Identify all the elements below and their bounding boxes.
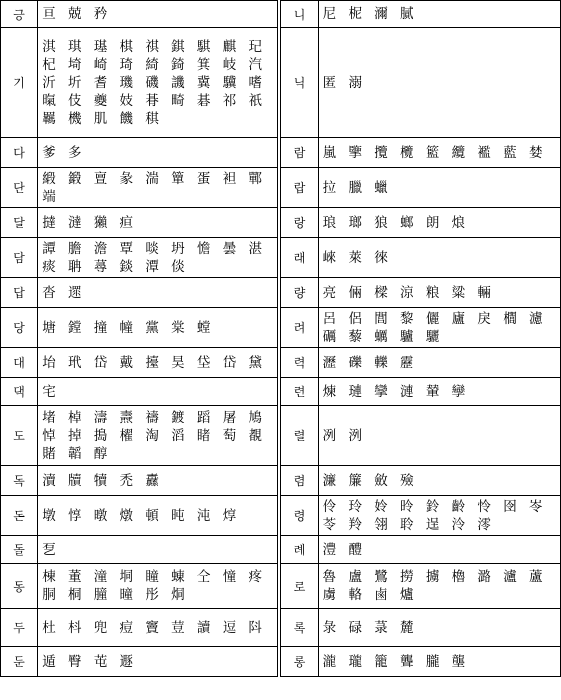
hanja-cell: 緞 鍛 亶 彖 湍 簞 蛋 袒 鄲 端	[38, 168, 278, 208]
hanja-cell: 沓 遝	[38, 278, 278, 308]
syllable-cell: 달	[1, 208, 38, 238]
table-body	[1, 1, 561, 677]
hanja-cell: 拉 臘 蠟	[318, 168, 560, 208]
syllable-cell: 다	[1, 138, 38, 168]
hanja-cell: 濂 簾 斂 殮	[318, 466, 560, 496]
hanja-cell: 塘 鏜 撞 幢 黨 棠 螳	[38, 308, 278, 348]
hanja-cell: 瀧 瓏 籠 聾 朧 壟	[318, 647, 560, 677]
table-row	[1, 278, 561, 308]
hanja-cell: 譚 膽 澹 覃 啖 坍 憺 曇 湛 痰 聃 蕁 錟 潭 倓	[38, 238, 278, 278]
syllable-cell: 기	[1, 28, 38, 138]
syllable-cell: 련	[281, 378, 318, 406]
hanja-cell: 亘 兢 矜	[38, 1, 278, 28]
table-row	[1, 496, 561, 536]
syllable-cell: 답	[1, 278, 38, 308]
hanja-cell: 伶 玲 姈 昤 鈴 齡 怜 囹 岺 苓 羚 翎 聆 逞 泠 澪	[318, 496, 560, 536]
hanja-cell: 澧 醴	[318, 536, 560, 564]
syllable-cell: 돈	[1, 496, 38, 536]
hanja-cell: 坮 玳 岱 戴 擡 昊 垈 岱 黛	[38, 348, 278, 378]
table-row	[1, 348, 561, 378]
syllable-cell: 록	[281, 609, 318, 647]
table-row	[1, 536, 561, 564]
hanja-cell: 嵐 擥 攬 欖 籃 纜 襤 藍 婪	[318, 138, 560, 168]
syllable-cell: 니	[281, 1, 318, 28]
table-row	[1, 564, 561, 609]
hanja-cell: 彔 碌 菉 麓	[318, 609, 560, 647]
syllable-cell: 단	[1, 168, 38, 208]
syllable-cell: 례	[281, 536, 318, 564]
hanja-cell: 崍 萊 徠	[318, 238, 560, 278]
syllable-cell: 로	[281, 564, 318, 609]
table-row	[1, 378, 561, 406]
hanja-cell: 魯 盧 鷺 撈 擄 櫓 潞 瀘 蘆 虜 輅 鹵 爐	[318, 564, 560, 609]
table-row	[1, 1, 561, 28]
syllable-cell: 랍	[281, 168, 318, 208]
syllable-cell: 닉	[281, 28, 318, 138]
hanja-cell: 杜 枓 兜 痘 竇 荳 讀 逗 阧	[38, 609, 278, 647]
table-row	[1, 406, 561, 466]
hanja-cell: 棟 董 潼 垌 瞳 蝀 仝 憧 疼 胴 桐 朣 曈 彤 烔	[38, 564, 278, 609]
hanja-cell: 爹 多	[38, 138, 278, 168]
hanja-cell: 亮 倆 樑 涼 粮 粱 輛	[318, 278, 560, 308]
syllable-cell: 긍	[1, 1, 38, 28]
table-row	[1, 609, 561, 647]
syllable-cell: 독	[1, 466, 38, 496]
hanja-cell: 撻 澾 獺 疸	[38, 208, 278, 238]
table-row	[1, 138, 561, 168]
syllable-cell: 령	[281, 496, 318, 536]
syllable-cell: 랑	[281, 208, 318, 238]
syllable-cell: 래	[281, 238, 318, 278]
syllable-cell: 댁	[1, 378, 38, 406]
table-row	[1, 308, 561, 348]
hanja-cell: 宅	[38, 378, 278, 406]
table-row	[1, 238, 561, 278]
syllable-cell: 람	[281, 138, 318, 168]
table-row	[1, 208, 561, 238]
syllable-cell: 도	[1, 406, 38, 466]
table-row	[1, 168, 561, 208]
table-row	[1, 28, 561, 138]
hanja-cell: 煉 璉 攣 漣 輦 孿	[318, 378, 560, 406]
syllable-cell: 롱	[281, 647, 318, 677]
syllable-cell: 려	[281, 308, 318, 348]
hanja-cell: 乭	[38, 536, 278, 564]
hanja-cell: 瀆 牘 犢 禿 纛	[38, 466, 278, 496]
syllable-cell: 둔	[1, 647, 38, 677]
hanja-cell: 冽 洌	[318, 406, 560, 466]
hanja-cell: 琅 瑯 狼 螂 朗 烺	[318, 208, 560, 238]
table-row	[1, 647, 561, 677]
hanja-cell: 淇 琪 璂 棋 祺 錤 騏 麒 玘 杞 埼 崎 琦 綺 錡 箕 岐 汽 沂 圻 耆 璣 磯 譏 冀 驥 嗜 暣 伎 夔 妓 朞 畸 碁 祁 祇 羈 機 肌 饑 稘	[38, 28, 278, 138]
syllable-cell: 대	[1, 348, 38, 378]
hanja-cell: 堵 棹 濤 燾 禱 鍍 蹈 屠 鳩 悼 掉 搗 櫂 淘 滔 睹 萄 覩 賭 韜 醇	[38, 406, 278, 466]
syllable-cell: 동	[1, 564, 38, 609]
syllable-cell: 렬	[281, 406, 318, 466]
hanja-cell: 呂 侶 閭 黎 儷 廬 戾 櫚 濾 礪 藜 蠣 驢 驪	[318, 308, 560, 348]
syllable-cell: 력	[281, 348, 318, 378]
syllable-cell: 돌	[1, 536, 38, 564]
syllable-cell: 렴	[281, 466, 318, 496]
syllable-cell: 당	[1, 308, 38, 348]
hanja-cell: 尼 柅 濔 膩	[318, 1, 560, 28]
syllable-cell: 담	[1, 238, 38, 278]
hanja-cell: 遁 臀 芚 遯	[38, 647, 278, 677]
hanja-cell: 瀝 礫 轢 靂	[318, 348, 560, 378]
hanja-cell: 墩 惇 暾 燉 頓 旽 沌 焞	[38, 496, 278, 536]
hanja-cell: 匿 溺	[318, 28, 560, 138]
syllable-cell: 두	[1, 609, 38, 647]
syllable-cell: 량	[281, 278, 318, 308]
table-row	[1, 466, 561, 496]
